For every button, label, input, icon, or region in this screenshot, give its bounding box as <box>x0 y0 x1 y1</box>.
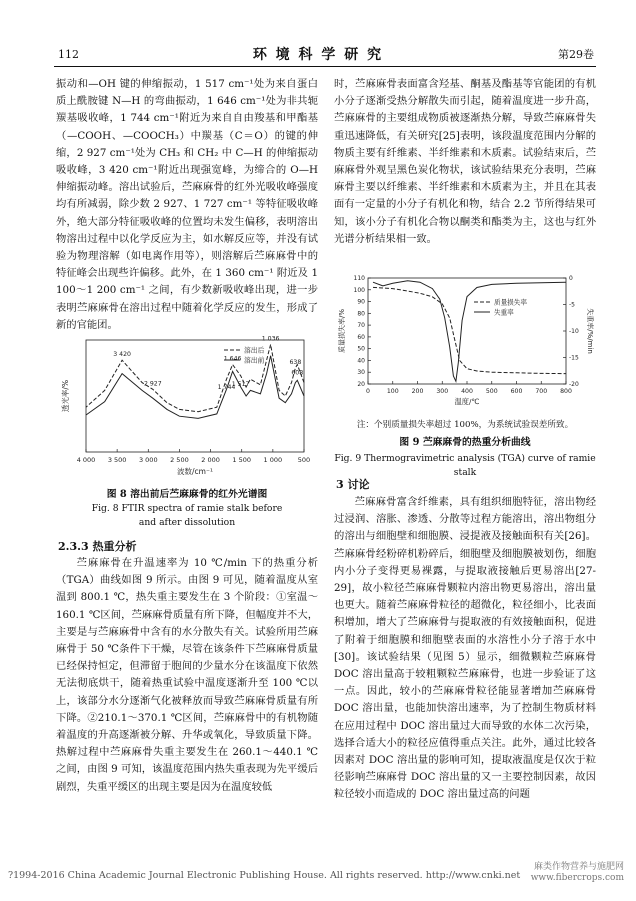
x-tick-label: 4 000 <box>76 456 96 464</box>
x-tick-label: 2 000 <box>201 456 220 464</box>
x-tick-label: 300 <box>436 388 449 395</box>
fig9-caption-cn: 图 9 苎麻麻骨的热重分析曲线 <box>399 437 531 448</box>
section-2-3-3-heading: 2.3.3 热重分析 <box>58 540 137 553</box>
peak-label: 2 927 <box>143 380 162 388</box>
y-tick-label: 90 <box>357 298 365 306</box>
fig9-caption-en: Fig. 9 Thermogravimetric analysis (TGA) curve of ramie stalk <box>334 453 596 478</box>
x-tick-label: 500 <box>297 456 311 464</box>
y-right-tick-label: -15 <box>569 354 579 362</box>
x-tick-label: 600 <box>510 388 523 395</box>
peak-label: 3 420 <box>113 351 131 359</box>
y-right-tick-label: -5 <box>569 301 575 309</box>
x-tick-label: 700 <box>535 388 548 395</box>
tga-chart <box>334 272 596 412</box>
y-right-tick-label: -10 <box>569 328 579 335</box>
y-tick-label: 20 <box>357 381 365 388</box>
legend-label: 溶出前 <box>244 356 265 365</box>
x-tick-label: 3 500 <box>107 456 127 464</box>
y-tick-label: 100 <box>353 286 365 294</box>
footer-copyright: ?1994-2016 China Academic Journal Electronic Publishing House. All rights reserved. http://www.cnki.net <box>8 870 521 881</box>
footer-watermark <box>531 862 624 884</box>
x-tick-label: 1 000 <box>263 456 283 464</box>
legend-label: 失重率 <box>494 308 514 317</box>
left-column <box>56 76 318 334</box>
x-tick-label: 400 <box>461 388 473 395</box>
legend-label: 质量损失率 <box>494 298 527 307</box>
series-line-1 <box>373 287 566 373</box>
x-tick-label: 100 <box>386 388 399 395</box>
x-tick-label: 800 <box>560 388 572 395</box>
y-tick-label: 50 <box>357 345 365 353</box>
y-tick-label: 110 <box>353 275 365 282</box>
peak-label: 1 744 <box>217 384 236 392</box>
watermark-line-2: www.fibercrops.com <box>530 873 624 883</box>
journal-title: 环 境 科 学 研 究 <box>252 47 384 63</box>
peak-label: 1 517 <box>231 380 250 388</box>
x-axis-label: 波数/cm⁻¹ <box>177 467 213 476</box>
fig8-caption-en-2: and after dissolution <box>138 517 236 528</box>
y-axis-label: 透光率/% <box>61 379 70 413</box>
y-axis-label: 质量损失率/% <box>338 308 346 354</box>
right-paragraph-1: 时，苎麻麻骨表面富含羟基、酮基及酯基等官能团的有机小分子逐渐受热分解散失而引起，随着温度进一步升高，苎麻麻骨的主要组成物质被逐渐热分解，导致苎麻麻骨失重迅速降低，有关研究[25]表明，该段温度范围内分解的物质主要有纤维素、半纤维素和木质素。试验结束后，苎麻麻骨外观呈黑色炭化物状，该试验结果充分表明，苎麻麻骨主要以纤维素、半纤维素和木质素为主，并且在其表面有一定量的小分子有机化和物，结合 2.2 节所得结果可知，该小分子有机化合物以酮类和酯类为主，这也与红外光谱分析结果相一致。 <box>334 78 596 245</box>
ftir-chart <box>56 332 318 482</box>
y-tick-label: 70 <box>357 322 365 330</box>
header-rule <box>54 66 596 67</box>
left-paragraph-1: 振动和—OH 键的伸缩振动，1 517 cm⁻¹处为来自蛋白质上酰胺键 N—H 的弯曲振动，1 646 cm⁻¹处为非共轭羰基吸收峰，1 744 cm⁻¹附近为来自自由羧基和甲酯基（—COOH、—COOCH₃）中羰基（C＝O）的键的伸缩，2 927 cm⁻¹处为 CH₃ 和 CH₂ 中 C—H 的伸缩振动吸收峰，3 420 cm⁻¹附近出现强宽峰，为缔合的 O—H 伸缩振动峰。溶出试验后，苎麻麻骨的红外光吸收峰强度均有所减弱，除少数 2 927、1 727 cm⁻¹ 等特征吸收峰外，绝大部分特征吸收峰的位置均未发生偏移，表明溶出物溶出过程中以化学反应为主，如水解反应等，并没有试验为物理溶解（如电离作用等），则溶解后苎麻麻骨中的特征峰会出现些许偏移。此外，在 1 360 cm⁻¹ 附近及 1 100～1 200 cm⁻¹ 之间，有少数新吸收峰出现，进一步表明苎麻麻骨在溶出过程中随着化学反应的发生，形成了新的官能团。 <box>56 78 318 331</box>
fig9-note: 注：个别质量损失率超过 100%，为系统试验误差所致。 <box>356 420 574 430</box>
fig8-caption-cn: 图 8 溶出前后苎麻麻骨的红外光谱图 <box>106 489 268 500</box>
watermark-line-1: 麻类作物营养与施肥网 <box>533 862 624 872</box>
peak-label: 638 <box>289 359 302 366</box>
peak-label: 1 646 <box>223 355 242 363</box>
peak-label: 1 036 <box>261 335 280 343</box>
x-axis-label: 温度/℃ <box>454 397 480 406</box>
y-tick-label: 40 <box>357 357 365 365</box>
fig8-caption-en-1: Fig. 8 FTIR spectra of ramie stalk before <box>91 503 283 514</box>
page-number: 112 <box>58 48 79 61</box>
y-right-tick-label: -20 <box>569 381 579 388</box>
volume-label: 第29卷 <box>558 48 594 61</box>
right-paragraph-2: 苎麻麻骨富含纤维素，具有组织细胞特征，溶出物经过浸润、溶胀、渗透、分散等过程方能溶出，溶出物组分的溶出与细胞壁和细胞膜、浸提液及接触面积有关[26]。苎麻麻骨经粉碎机粉碎后，细胞壁及细胞膜被划伤，细胞内小分子变得更易裸露，与提取液接触后更易溶出[27-29]，故小粒径苎麻麻骨颗粒内溶出物更易溶出，溶出量也更大。随着苎麻麻骨粒径的超微化，粒径细小，比表面积增加，增大了苎麻麻骨与提取液的有效接触面积，促进了附着于细胞膜和细胞壁表面的水溶性小分子溶于水中[30]。该试验结果（见图 5）显示，细微颗粒苎麻麻骨 DOC 溶出量高于较粗颗粒苎麻麻骨，也进一步验证了这一点。因此，较小的苎麻麻骨粒径能显著增加苎麻麻骨 DOC 溶出量，也能加快溶出速率，为了控制生物质材料在应用过程中 DOC 溶出量过大而导致的水体二次污染，选择合适大小的粒径应值得重点关注。此外，通过比较各因素对 DOC 溶出量的影响可知，提取液温度是仅次于粒径影响苎麻麻骨 DOC 溶出量的又一主要控制因素，故因粒径较小而造成的 DOC 溶出量过高的问题 <box>334 496 596 801</box>
y-right-axis-label: 失重率/%/min <box>586 308 594 354</box>
x-tick-label: 500 <box>485 388 498 395</box>
series-line-2 <box>373 281 566 382</box>
x-tick-label: 1 500 <box>232 456 252 464</box>
figure-8 <box>56 332 318 482</box>
x-tick-label: 0 <box>366 388 370 395</box>
x-tick-label: 2 500 <box>170 456 189 464</box>
figure-9 <box>334 272 596 412</box>
section-3-heading: 3 讨论 <box>336 478 370 491</box>
left-paragraph-2: 苎麻麻骨在升温速率为 10 ℃/min 下的热重分析（TGA）曲线如图 9 所示。由图 9 可见，随着温度从室温到 800.1 ℃，热失重主要发生在 3 个阶段：①室温～160.1 ℃区间，苎麻麻骨质量有所下降，但幅度并不大，主要是与苎麻麻骨中含有的水分散失有关。试验所用苎麻麻骨于 50 ℃条件下干燥，尽管在该条件下苎麻麻骨质量已经保持恒定，但滞留于胞间的少量水分在该温度下依然无法彻底烘干，随着热重试验中温度逐渐升至 100 ℃以上，该部分水分逐渐气化被释放而导致苎麻麻骨质量有所下降。②210.1～370.1 ℃区间，苎麻麻骨中的有机物随着温度的升高逐渐被分解、升华或氧化，导致质量下降。热解过程中苎麻麻骨失重主要发生在 260.1～440.1 ℃之间，由图 9 可知，该温度范围内热失重表现为先平缓后剧烈，失重平缓区的出现主要是因为在温度较低 <box>56 557 318 793</box>
x-tick-label: 200 <box>411 388 424 395</box>
y-right-tick-label: 0 <box>569 275 573 282</box>
y-tick-label: 30 <box>357 369 365 377</box>
peak-label: 608 <box>291 369 304 377</box>
y-tick-label: 60 <box>357 333 365 341</box>
y-tick-label: 80 <box>357 310 365 318</box>
plot-frame <box>368 278 566 384</box>
legend-label: 溶出后 <box>244 346 265 355</box>
x-tick-label: 3 000 <box>138 456 158 464</box>
